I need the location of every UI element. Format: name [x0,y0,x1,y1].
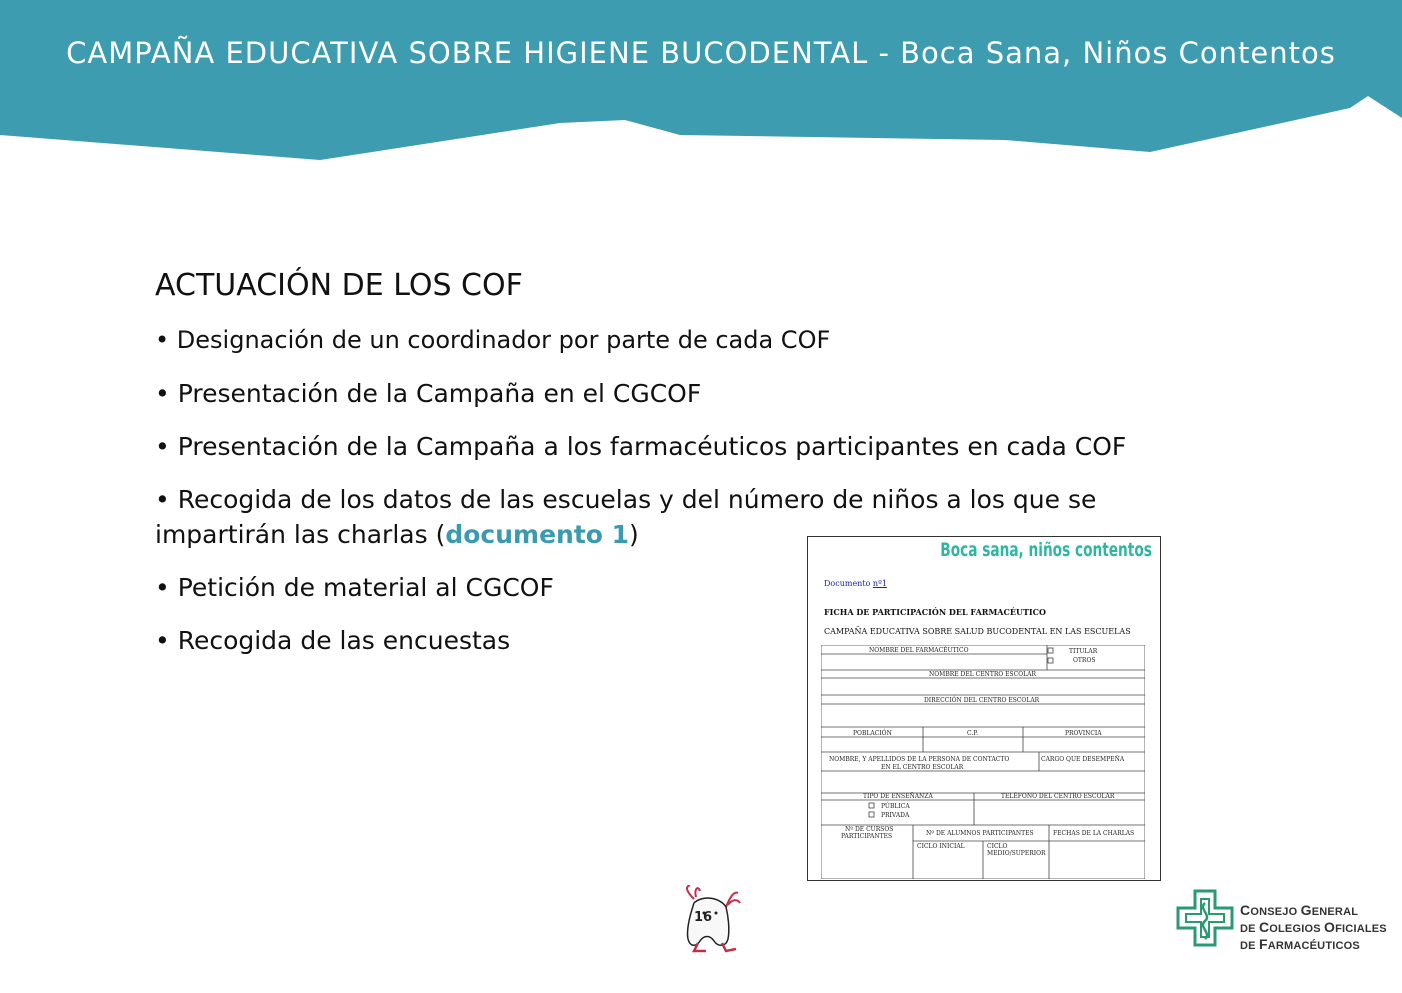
form-label: FECHAS DE LA CHARLAS [1053,830,1135,837]
bullet-text: Designación de un coordinador por parte de cada COF [176,326,831,354]
bullet-text: Presentación de la Campaña a los farmacéuticos participantes en cada COF [177,432,1127,461]
participation-form [821,645,1145,879]
header-banner [0,0,1402,165]
bullet-item [155,429,1195,464]
page-number: 16 [694,910,713,925]
bullet-text: Petición de material al CGCOF [177,573,554,602]
ficha-title: FICHA DE PARTICIPACIÓN DEL FARMACÉUTICO [824,607,1046,617]
form-label: TELÉFONO DEL CENTRO ESCOLAR [1001,793,1115,800]
form-label: CICLO [987,843,1008,850]
bullet-marker: • [155,379,170,408]
bullet-marker: • [155,626,170,655]
form-label: OTROS [1073,657,1096,664]
bullet-text: Presentación de la Campaña en el CGCOF [177,379,702,408]
form-label: C.P. [967,730,979,737]
form-label: PARTICIPANTES [841,833,893,840]
document-label: Documento [824,579,873,588]
form-label: POBLACIÓN [853,730,892,737]
bullet-text-close: ) [629,520,639,549]
form-label: TITULAR [1069,648,1098,655]
form-label: EN EL CENTRO ESCOLAR [881,764,964,771]
bullet-marker: • [155,485,170,514]
logo-line-3: DE FARMACÉUTICOS [1240,936,1360,952]
form-label: CICLO INICIAL [917,843,965,850]
cgcof-logo-text [1240,903,1387,954]
checkbox-titular [1048,648,1053,653]
form-label: TIPO DE ENSEÑANZA [863,793,933,800]
logo-line-1: CONSEJO GENERAL [1240,902,1359,918]
pharmacy-cross-icon [1176,889,1234,947]
cgcof-logo [1176,889,1387,953]
document-number-value: nº1 [872,579,887,588]
checkbox-publica [869,803,874,808]
logo-line-2: DE COLEGIOS OFICIALES [1240,919,1387,935]
form-label: PÚBLICA [881,803,910,810]
form-label: NOMBRE DEL CENTRO ESCOLAR [929,671,1037,678]
campaign-subtitle: CAMPAÑA EDUCATIVA SOBRE SALUD BUCODENTAL EN LAS ESCUELAS [824,627,1131,636]
form-label: PROVINCIA [1065,730,1102,737]
banner-shape [0,0,1402,160]
checkbox-privada [869,812,874,817]
form-label: CARGO QUE DESEMPEÑA [1041,756,1125,763]
bullet-marker: • [155,326,170,354]
form-label: MEDIO/SUPERIOR [987,850,1046,857]
bullet-item [155,376,1195,411]
document-1-thumbnail [807,536,1161,881]
document-1-link[interactable]: documento 1 [445,520,630,549]
checkbox-otros [1048,658,1053,663]
page-title: CAMPAÑA EDUCATIVA SOBRE HIGIENE BUCODENTAL - Boca Sana, Niños Contentos [66,36,1336,70]
section-heading: ACTUACIÓN DE LOS COF [155,268,523,303]
bullet-item [155,323,1195,358]
bullet-marker: • [155,432,170,461]
form-label: DIRECCIÓN DEL CENTRO ESCOLAR [924,697,1040,704]
form-label: Nº DE CURSOS [845,826,894,833]
form-label: NOMBRE DEL FARMACÉUTICO [869,647,969,654]
form-label: NOMBRE, Y APELLIDOS DE LA PERSONA DE CONTACTO [829,756,1010,763]
bullet-marker: • [155,573,170,602]
form-label: PRIVADA [881,812,910,819]
campaign-logo-text: Boca sana, niños contentos [940,539,1152,561]
form-label: Nº DE ALUMNOS PARTICIPANTES [926,830,1034,837]
document-number [824,579,887,588]
bullet-text: Recogida de las encuestas [177,626,511,655]
bullet-text: Recogida de los datos de las escuelas y del número de niños a los que se impartirán las charlas ( [155,485,1097,549]
